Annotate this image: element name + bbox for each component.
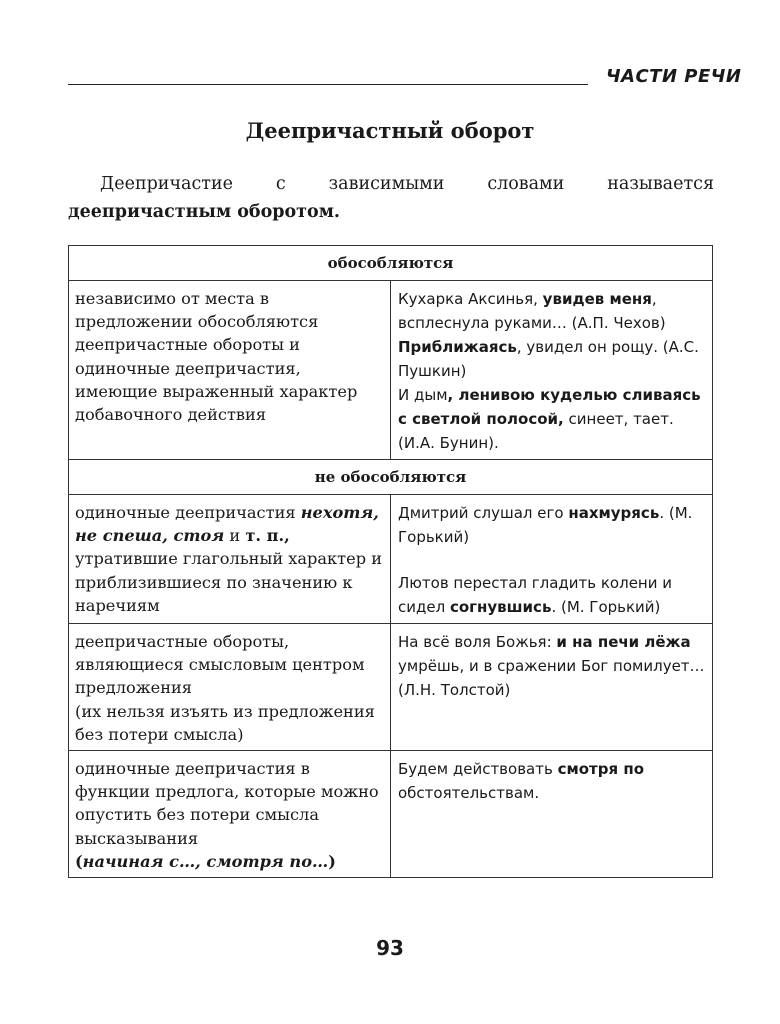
rule-text: одиночные деепричастия <box>75 503 301 522</box>
table-row <box>69 751 713 878</box>
rule-example-words: нехотя, не спеша, стоя <box>75 503 379 546</box>
example-text: , всплеснула руками… (А.П. Чехов) <box>398 290 666 332</box>
example-text: умрёшь, и в сражении Бог помилует…(Л.Н. Толстой) <box>398 657 705 699</box>
page-title: Деепричастный оборот <box>245 118 535 143</box>
intro-paragraph <box>68 170 714 226</box>
rules-table <box>68 245 713 878</box>
example-highlight: увидев меня <box>542 290 652 308</box>
rule-text: утратившие глагольный характер и приблизившиеся по значению к наречиям <box>75 549 383 615</box>
rule-cell <box>69 751 391 878</box>
example-text: Дмитрий слушал его <box>398 504 569 522</box>
example-highlight: и на печи лёжа <box>556 633 691 651</box>
example-text: И дым <box>398 386 448 404</box>
rule-text: деепричастные обороты, являющиеся смысловым центром предложения <box>75 632 365 698</box>
example-cell <box>391 751 713 878</box>
rule-text: и <box>224 526 246 546</box>
example-highlight: нахмурясь <box>568 504 660 522</box>
table-row <box>69 495 713 624</box>
example-text: На всё воля Божья: <box>398 633 557 651</box>
table-row <box>69 246 713 281</box>
intro-text: Деепричастие с зависимыми словами называется <box>100 174 714 194</box>
table-row <box>69 624 713 751</box>
table-row <box>69 460 713 495</box>
intro-term: деепричастным оборотом. <box>68 202 340 222</box>
example-highlight: , ленивою куделью сливаясь с светлой полосой, <box>398 386 701 428</box>
example-text: , увидел он рощу. (А.С. Пушкин) <box>398 338 699 380</box>
example-highlight: согнувшись <box>449 598 552 616</box>
rule-paren: ( <box>75 851 83 871</box>
rule-cell <box>69 495 391 624</box>
example-cell <box>391 281 713 460</box>
example-highlight: смотря по <box>557 760 645 779</box>
example-highlight: Приближаясь <box>398 338 517 356</box>
header-isolated: обособляются <box>69 246 713 281</box>
example-cell <box>391 624 713 751</box>
rule-text: одиночные деепричастия в функции предлога, которые можно опустить без потери смысла высказывания <box>75 759 379 848</box>
example-text: . (М. Горький) <box>398 504 693 546</box>
table-row <box>69 281 713 460</box>
example-cell <box>391 495 713 624</box>
example-text: синеет, тает. (И.А. Бунин). <box>398 410 674 452</box>
example-text: Лютов перестал гладить колени и сидел <box>398 574 672 616</box>
example-text: . (М. Горький) <box>551 598 661 616</box>
example-text: обстоятельствам. <box>398 784 540 803</box>
rule-example-words: начиная с…, смотря по… <box>82 851 329 871</box>
header-rule <box>68 84 588 85</box>
rule-note: (их нельзя изъять из предложения без потери смысла) <box>75 701 375 744</box>
example-text: Будем действовать <box>398 760 558 779</box>
header-not-isolated: не обособляются <box>69 460 713 495</box>
example-text: Кухарка Аксинья, <box>398 290 543 308</box>
section-title: ЧАСТИ РЕЧИ <box>606 66 742 87</box>
page-number: 93 <box>376 936 404 960</box>
rule-cell <box>69 624 391 751</box>
rule-paren: ) <box>328 851 336 871</box>
rule-cell: независимо от места в предложении обособляются деепричастные обороты и одиночные деепричастия, имеющие выраженный характер добавочного действия <box>69 281 391 460</box>
rule-abbrev: т. п., <box>245 526 290 546</box>
